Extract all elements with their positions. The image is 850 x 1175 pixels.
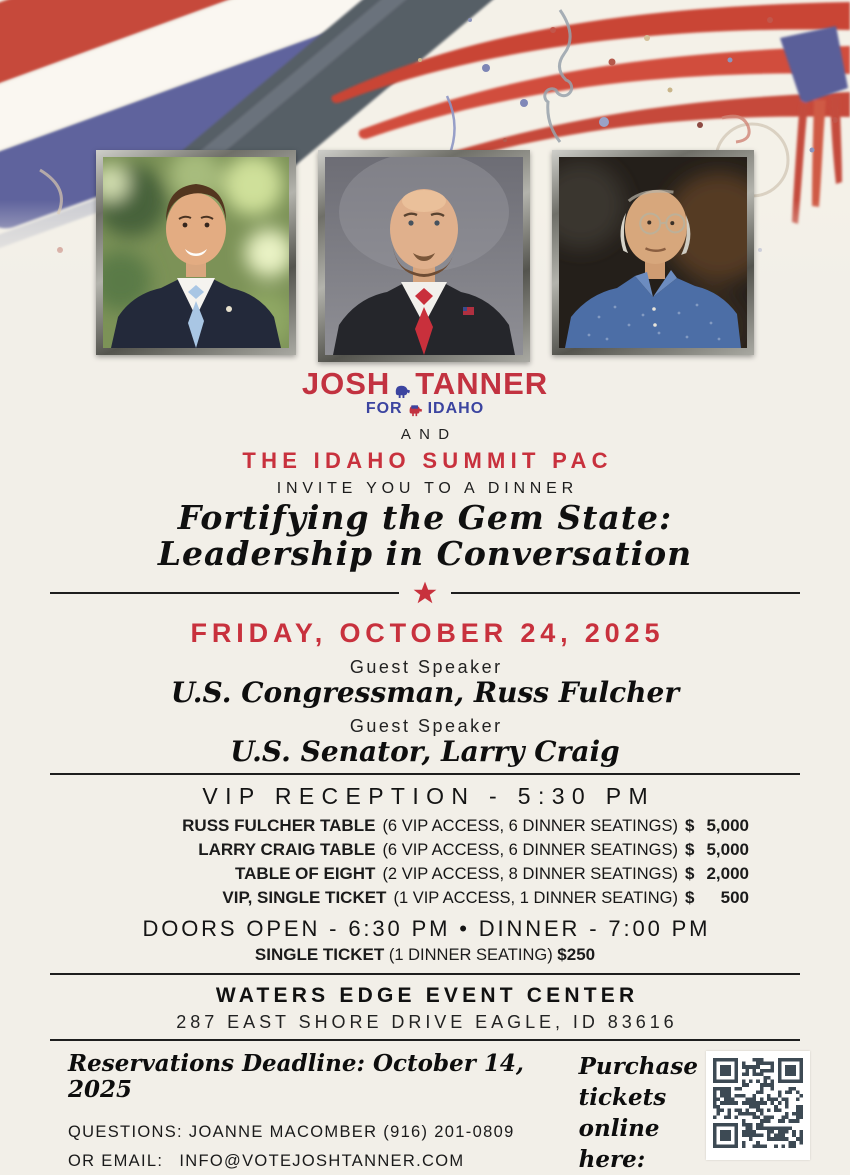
speaker-2-label: Guest Speaker (349, 716, 503, 736)
currency: $ (685, 840, 695, 859)
table-row (101, 814, 749, 838)
section-rule (50, 773, 800, 775)
speaker-photos-row (0, 0, 850, 362)
speaker-1-label: Guest Speaker (349, 657, 503, 677)
speaker-2-name: U.S. Senator, Larry Craig (230, 735, 620, 768)
purchase-tickets-note (579, 1051, 698, 1175)
logo-first-name: JOSH (301, 366, 391, 401)
star-icon (412, 580, 438, 606)
josh-tanner-portrait (318, 150, 530, 362)
ticket-details: (1 VIP ACCESS, 1 DINNER SEATING) (393, 889, 678, 907)
gop-elephant-icon (393, 382, 412, 399)
vip-pricing-table (101, 814, 749, 910)
ticket-name: TABLE OF EIGHT (235, 864, 376, 883)
amount: 500 (720, 888, 749, 907)
amount: 2,000 (706, 864, 749, 883)
ticket-price (685, 814, 749, 837)
email-address: INFO@VOTEJOSHTANNER.COM (179, 1152, 465, 1170)
speaker-2 (0, 716, 850, 767)
ticket-price (685, 886, 749, 909)
event-title (0, 500, 850, 572)
ticket-price (685, 838, 749, 861)
purchase-line: online here: (578, 1115, 660, 1173)
currency: $ (685, 864, 695, 883)
reservations-deadline: Reservations Deadline: October 14, 2025 (68, 1050, 524, 1103)
ticket-name: VIP, SINGLE TICKET (222, 888, 387, 907)
table-row (101, 862, 749, 886)
ticket-details: (1 DINNER SEATING) (388, 946, 553, 964)
logo-tagline (0, 401, 850, 417)
doors-open-heading: DOORS OPEN - 6:30 PM • DINNER - 7:00 PM (142, 916, 711, 941)
larry-craig-portrait (552, 150, 754, 355)
purchase-line: tickets (578, 1084, 667, 1111)
gop-elephant-icon (407, 402, 424, 417)
event-title-line1: Fortifying the Gem State: (177, 498, 673, 537)
ticket-details: (6 VIP ACCESS, 6 DINNER SEATINGS) (382, 817, 678, 835)
amount: 5,000 (706, 816, 749, 835)
section-rule (50, 1039, 800, 1041)
pac-name: THE IDAHO SUMMIT PAC (242, 448, 613, 473)
vip-reception-heading: VIP RECEPTION - 5:30 PM (202, 783, 655, 809)
ticket-details: (6 VIP ACCESS, 6 DINNER SEATINGS) (382, 841, 678, 859)
currency: $ (685, 816, 695, 835)
divider-line-right (451, 592, 800, 594)
ticket-details: (2 VIP ACCESS, 8 DINNER SEATINGS) (382, 865, 678, 883)
event-date: FRIDAY, OCTOBER 24, 2025 (190, 618, 665, 648)
logo-place: IDAHO (427, 400, 485, 417)
and-text: AND (400, 426, 458, 443)
table-row (101, 886, 749, 910)
section-rule (50, 973, 800, 975)
qr-code (713, 1058, 803, 1148)
logo-last-name: TANNER (415, 366, 549, 401)
ticket-name: LARRY CRAIG TABLE (198, 840, 376, 859)
questions-contact: QUESTIONS: JOANNE MACOMBER (916) 201-0809 (68, 1123, 515, 1141)
logo-name (302, 368, 548, 399)
qr-code-box (706, 1051, 810, 1160)
invite-text: INVITE YOU TO A DINNER (276, 480, 578, 497)
email-contact (68, 1152, 579, 1171)
logo-for: FOR (365, 400, 403, 417)
email-label: OR EMAIL: (68, 1152, 164, 1170)
divider-line-left (50, 592, 399, 594)
currency: $ (685, 888, 695, 907)
josh-tanner-logo (0, 368, 850, 417)
purchase-line: Purchase (578, 1053, 698, 1080)
ticket-name: SINGLE TICKET (254, 945, 385, 964)
footer (40, 1051, 810, 1175)
event-title-line2: Leadership in Conversation (157, 534, 693, 573)
single-ticket-row (0, 945, 850, 965)
footer-contact-block (40, 1051, 579, 1171)
russ-fulcher-portrait (96, 150, 296, 355)
table-row (101, 838, 749, 862)
ticket-name: RUSS FULCHER TABLE (182, 816, 376, 835)
ticket-price (685, 862, 749, 885)
ticket-price: $250 (557, 945, 596, 964)
speaker-1 (0, 657, 850, 708)
venue-name: WATERS EDGE EVENT CENTER (215, 984, 639, 1007)
amount: 5,000 (706, 840, 749, 859)
star-divider (50, 580, 800, 606)
venue-address: 287 EAST SHORE DRIVE EAGLE, ID 83616 (176, 1012, 678, 1032)
speaker-1-name: U.S. Congressman, Russ Fulcher (170, 676, 680, 709)
